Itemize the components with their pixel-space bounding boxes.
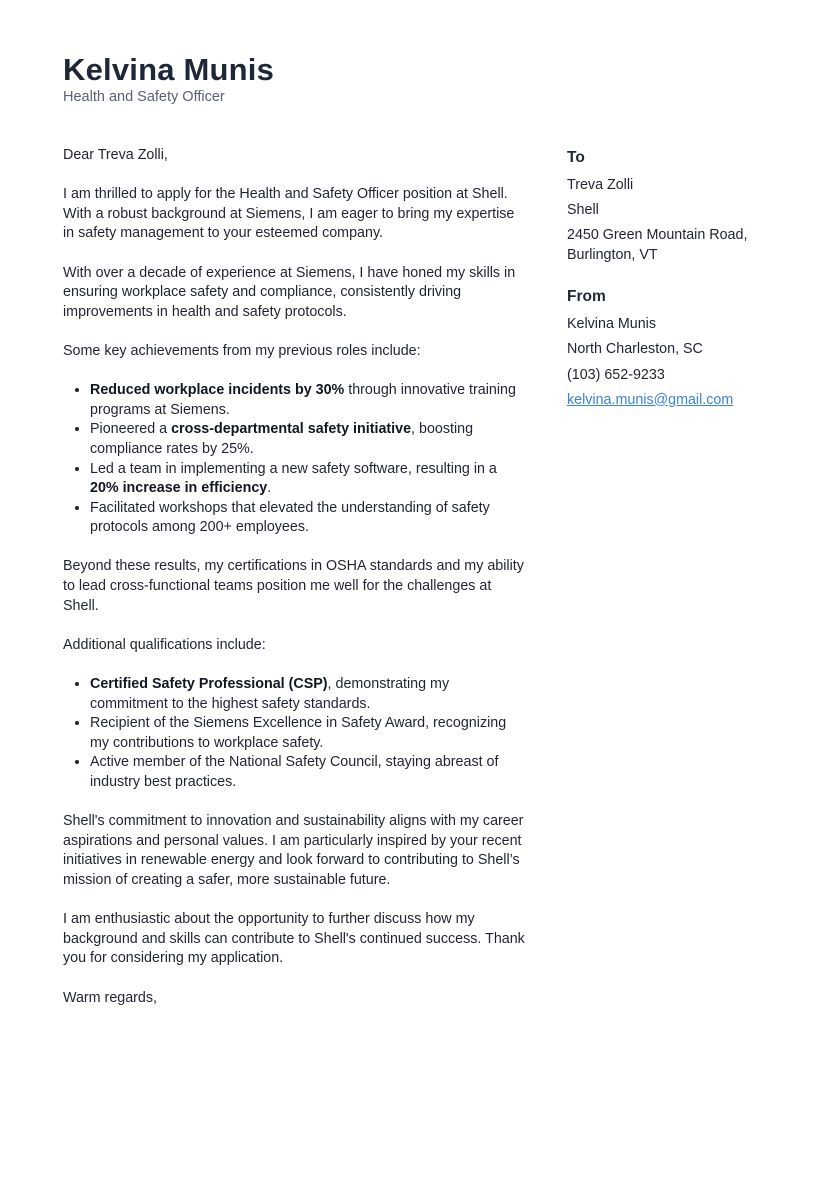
achievements-list [63, 381, 525, 538]
list-item: • Reduced workplace incidents by 30% through innovative training programs at Siemens. [90, 381, 525, 420]
list-item: • Recipient of the Siemens Excellence in Safety Award, recognizing my contributions to workplace safety. [90, 714, 525, 753]
list-item: • Pioneered a cross-departmental safety initiative, boosting compliance rates by 25%. [90, 420, 525, 459]
sender-email-link[interactable]: kelvina.munis@gmail.com [567, 391, 734, 408]
closing-paragraph: I am enthusiastic about the opportunity to further discuss how my background and skills can contribute to Shell's continued success. Thank you for considering my application. [63, 911, 525, 967]
achievements-intro: Some key achievements from my previous roles include: [63, 342, 421, 359]
list-item: • Certified Safety Professional (CSP), demonstrating my commitment to the highest safety standards. [90, 675, 525, 714]
sender-block [567, 287, 787, 410]
sender-contact-name: Kelvina Munis [567, 316, 656, 333]
recipient-block [567, 148, 787, 265]
experience-paragraph: With over a decade of experience at Siemens, I have honed my skills in ensuring workplace safety and compliance, consistently driving improvements in health and safety protocols. [63, 264, 516, 320]
sender-phone: (103) 652-9233 [567, 366, 665, 383]
qualifications-list [63, 675, 525, 793]
salutation: Dear Treva Zolli, [63, 147, 168, 163]
qualifications-intro: Additional qualifications include: [63, 636, 266, 653]
beyond-paragraph: Beyond these results, my certifications in OSHA standards and my ability to lead cross-functional teams position me well for the challenges at Shell. [63, 558, 524, 614]
recipient-company: Shell [567, 202, 599, 219]
sender-title: Health and Safety Officer [63, 89, 225, 105]
contact-sidebar [567, 148, 787, 432]
list-item: • Led a team in implementing a new safety software, resulting in a 20% increase in efficiency. [90, 460, 525, 499]
commitment-paragraph: Shell's commitment to innovation and sustainability aligns with my career aspirations and personal values. I am particularly inspired by your recent initiatives in renewable energy and look forward to contributing to Shell’s mission of creating a safer, more sustainable future. [63, 813, 524, 888]
recipient-name: Treva Zolli [567, 177, 634, 193]
sender-email-row [567, 391, 787, 411]
letter-body [63, 146, 525, 1028]
list-item: • Facilitated workshops that elevated the understanding of safety protocols among 200+ employees. [90, 499, 525, 538]
sender-name: Kelvina Munis [63, 52, 275, 87]
from-heading: From [567, 288, 606, 306]
recipient-address: 2450 Green Mountain Road, Burlington, VT [567, 227, 748, 263]
list-item: • Active member of the National Safety Council, staying abreast of industry best practices. [90, 753, 525, 792]
signoff: Warm regards, [63, 989, 158, 1006]
sender-location: North Charleston, SC [567, 341, 703, 358]
to-heading: To [567, 149, 585, 166]
letter-header [63, 52, 274, 106]
intro-paragraph: I am thrilled to apply for the Health and Safety Officer position at Shell. With a robust background at Siemens, I am eager to bring my expertise in safety management to your esteemed company. [63, 186, 515, 242]
